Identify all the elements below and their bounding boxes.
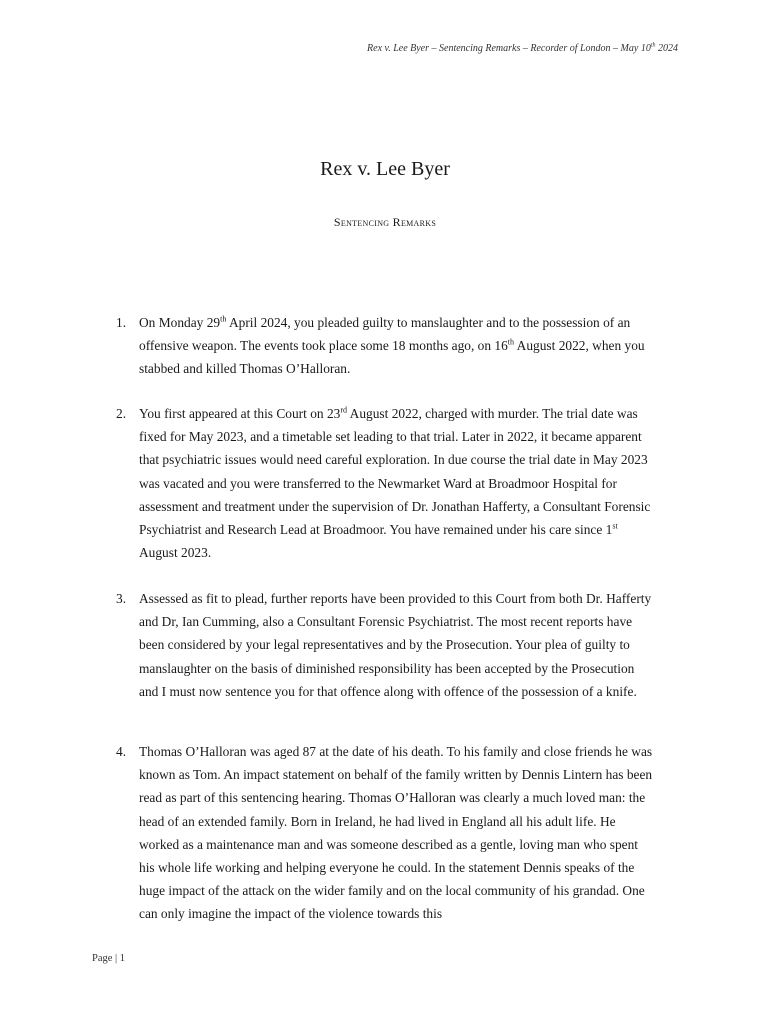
paragraph-2 [116, 402, 656, 564]
ordinal-suffix: st [612, 521, 618, 531]
paragraph-body [139, 740, 656, 926]
paragraph-number: 3. [116, 591, 127, 606]
ordinal-suffix: rd [340, 405, 348, 415]
paragraph-4 [116, 740, 656, 926]
paragraph-text: August 2022, charged with murder. The trial date was fixed for May 2023, and a timetable set leading to that trial. Later in 2022, it became apparent that psychiatric issues would need careful exploration. In due course the trial date in May 2023 was vacated and you were transferred to the Newmarket Ward at Broadmoor Hospital for assessment and treatment under the supervision of Dr. Jonathan Hafferty, a Consultant Forensic Psychiatrist and Research Lead at Broadmoor. You have remained under his care since 1 [139, 406, 651, 538]
ordinal-suffix: th [507, 337, 515, 347]
running-header-sup: th [650, 42, 656, 49]
paragraph-3 [116, 587, 656, 703]
paragraph-body [139, 311, 656, 381]
paragraph-number: 4. [116, 744, 127, 759]
paragraph-text: August 2023. [139, 545, 212, 561]
paragraph-text: On Monday 29 [139, 315, 221, 330]
paragraph-body [139, 587, 656, 703]
running-header-year: 2024 [655, 43, 678, 54]
paragraph-body [139, 402, 656, 564]
paragraph-text: Thomas O’Halloran was aged 87 at the date of his death. To his family and close friends he was known as Tom. An impact statement on behalf of the family written by Dennis Lintern has been read as part of this sentencing hearing. Thomas O’Halloran was clearly a much loved man: the head of an extended family. Born in Ireland, he had lived in England all his adult life. He worked as a maintenance man and was someone described as a gentle, loving man who spent his whole life working and helping everyone he could. In the statement Dennis speaks of the huge impact of the attack on the wider family and on the local community of his grandad. One can only imagine the impact of the violence towards this [139, 744, 653, 922]
paragraph-text: You first appeared at this Court on 23 [139, 406, 341, 421]
paragraph-text: August 2022, when you stabbed and killed Thomas O’Halloran. [139, 338, 645, 377]
paragraph-text: April 2024, you pleaded guilty to manslaughter and to the possession of an offensive weapon. The events took place some 18 months ago, on 16 [139, 315, 631, 354]
document-title: Rex v. Lee Byer [320, 158, 450, 180]
paragraph-text: Assessed as fit to plead, further reports have been provided to this Court from both Dr. Hafferty and Dr, Ian Cumming, also a Consultant Forensic Psychiatrist. The most recent reports have been considered by your legal representatives and by the Prosecution. Your plea of guilty to manslaughter on the basis of diminished responsibility has been accepted by the Prosecution and I must now sentence you for that offence along with offence of the possession of a knife. [139, 591, 652, 699]
paragraph-number: 2. [116, 406, 127, 421]
ordinal-suffix: th [220, 314, 227, 324]
paragraph-1 [116, 311, 656, 381]
document-subtitle: Sentencing Remarks [333, 215, 437, 229]
running-header [367, 43, 678, 54]
page-number: Page | 1 [92, 953, 126, 964]
running-header-text: Rex v. Lee Byer – Sentencing Remarks – Recorder of London – May 10 [367, 43, 651, 54]
paragraph-number: 1. [116, 315, 127, 330]
